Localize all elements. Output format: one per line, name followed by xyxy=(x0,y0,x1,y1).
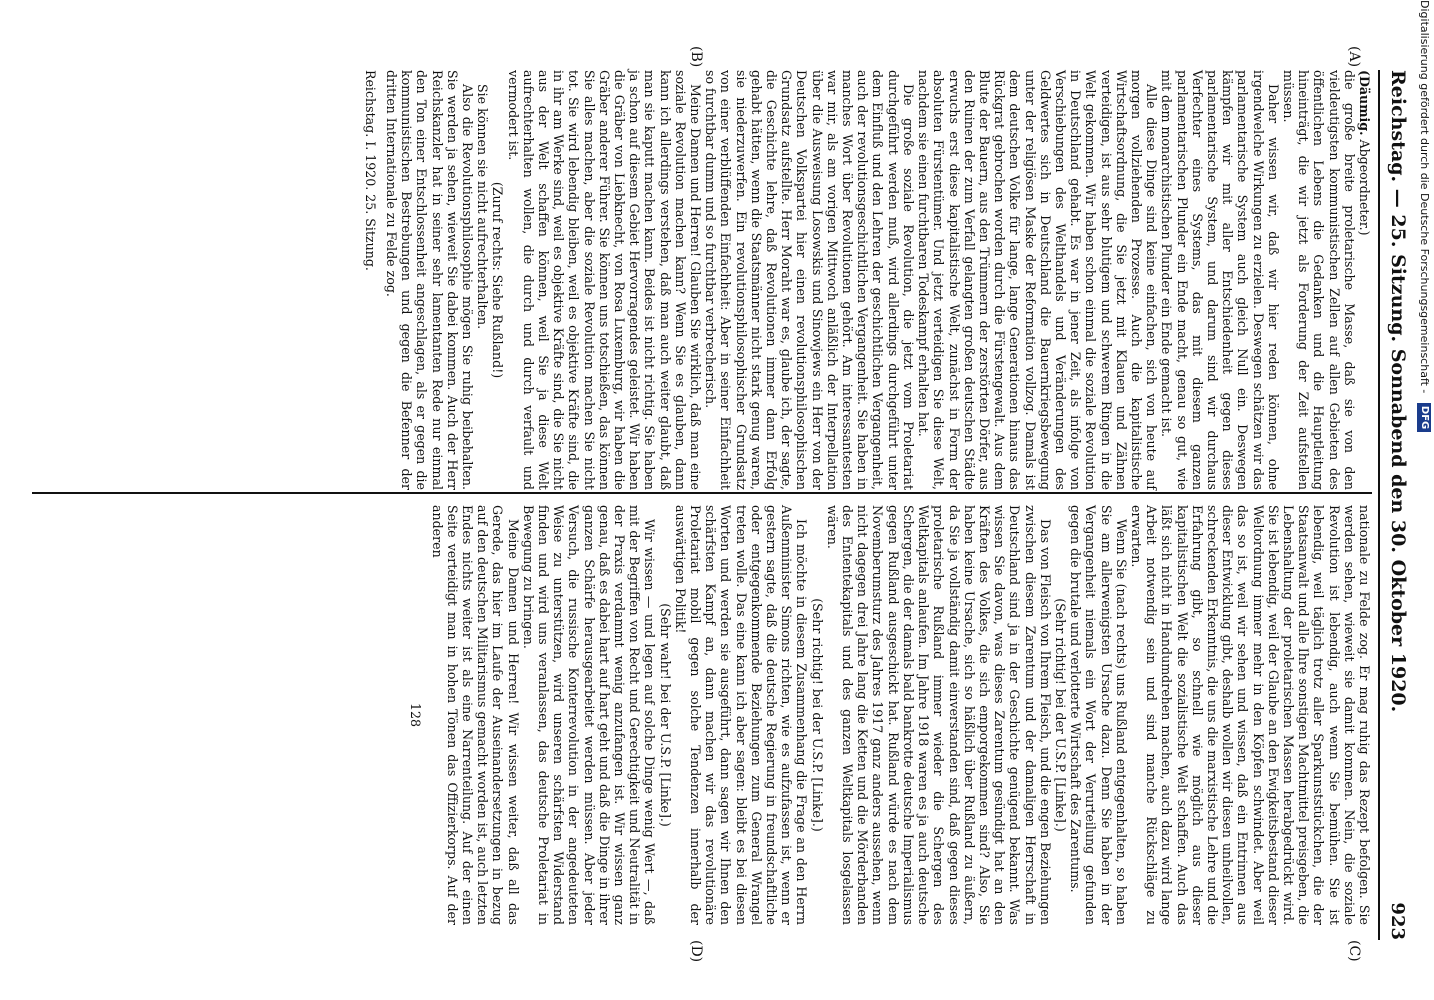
interjection: (Sehr richtig! bei der U.S.P. [Linke].) xyxy=(809,598,825,832)
page-footer-left: Reichstag. I. 1920. 25. Sitzung. xyxy=(362,70,378,271)
right-column xyxy=(408,505,1372,925)
margin-marker-a: (A) xyxy=(1346,46,1362,68)
dfg-logo: DFG xyxy=(1417,403,1431,432)
paragraph: Meine Damen und Herren! Wir wissen weiter, daß all das Gerede, das hier im Laufe der Auseinandersetzungen in bezug auf den deutschen Militarismus gemacht worden ist, auch letzten Endes nichts weiter ist als eine Narrenteilung. Auf der einen Seite verteidigt man in hohen Tönen das Offizierkorps. Auf der anderen xyxy=(429,505,521,925)
column-divider xyxy=(32,492,1372,494)
paragraph: nationale zu Felde zog. Er mag ruhig das Rezept befolgen. Sie werden sehen, wieweit sie damit kommen. Nein, die soziale Revolution ist lebendig, auch wenn Sie bemühen. Sie ist lebendig, weil täglich trotz aller Sparkunststückchen, die der Staatsanwalt und alle Ihre sonstigen Machtmittel preisgeben, die Lebenshaltung der proletarischen Massen herabgedrückt wird. Sie ist lebendig, weil der Glaube an den Ewigkeitsbestand dieser Weltordnung immer mehr in den Köpfen schwindet. Aber weil das so ist, weil wir sehen und wissen, daß ein Entrinnen aus dieser Entwicklung gibt, deshalb wollen wir diesen unheilvollen, schreckenden Erkenntnis, die uns die marxistische Lehre und die Erfahrung gibt, so schnell wie möglich aus dieser kapitalistischen Welt die sozialistische Welt schaffen. Auch das läßt sich nicht in Handumdrehen machen, auch dazu wird lange Arbeit notwendig sein und sind manche Rückschläge zu erwarten. xyxy=(1128,505,1372,925)
paragraph: Das von Fleisch von Ihrem Fleisch, und die engen Beziehungen zwischen diesem Zarentum und der damaligen Herrschaft in Deutschland sind ja in der Geschichte genügend bekannt. Was wissen Sie davon, was dieses Zarentum gesündigt hat an den Kräften des Volkes, die sich emporgekommen sind? Also, Sie haben keine Ursache, sich so häßlich über Rußland zu äußern, da Sie ja vollständig damit einverstanden sind, daß gegen dieses proletarische Rußland immer wieder die Schergen des Weltkapitals anlaufen. Im Jahre 1918 waren es ja auch deutsche Schergen, die der damals bald bankrotte deutsche Imperialismus gegen Rußland ausgeschickt hat. Rußland würde es nach dem Novemberumsturz des Jahres 1917 ganz anders aussehen, wenn nicht dagegen drei Jahre lang die Ketten und die Mörderbanden des Ententekapitals und des ganzen Weltkapitals losgelassen wären. xyxy=(824,505,1053,925)
interjection: (Sehr wahr! bei der U.S.P. [Linke].) xyxy=(657,603,673,827)
paragraph: Sie können sie nicht aufrechterhalten. xyxy=(475,84,491,330)
left-column xyxy=(363,70,1372,490)
paragraph: Also die Revolutionsphilosophie mögen Sie ruhig beibehalten. Sie werden ja sehen, wieweit Sie dabei kommen. Auch der Herr Reichskanzler hat in seiner sehr lamentanten Rede nur einmal den Ton einer Entschlossenheit angeschlagen, als er gegen die kommunistischen Bestrebungen und gegen die Befenner der dritten Internationale zu Felde zog. xyxy=(384,70,476,490)
digitization-credit xyxy=(1414,0,1434,1000)
margin-marker-b: (B) xyxy=(688,46,704,68)
header-title: Reichstag. — 25. Sitzung. Sonnabend den 30. Oktober 1920. xyxy=(1387,70,1409,713)
paragraph: die große breite proletarische Masse, daß sie von den vieldeutigsten kommunistischen Zellen auf allen Gebieten des öffentlichen Lebens die Gedanken und die Hauptleitung hineinträgt, die wir jetzt als Forderung der Zeit aufstellen müssen. xyxy=(1280,70,1357,490)
interjection: (Zuruf rechts: Siehe Rußland!) xyxy=(490,181,506,379)
paragraph: Meine Damen und Herren! Glauben Sie wirklich, daß man eine soziale Revolution machen kann? Wenn Sie es glauben, dann kann ich allerdings verstehen, daß man auch weiter glaubt, daß man sie kaputt machen kann. Beides ist nicht richtig. Sie haben ja schon auf diesem Gebiet Hervorragendes geleistet. Wir haben die Gräber von Liebknecht, von Rosa Luxemburg, wir haben die Gräber anderer Führer. Sie können uns totschießen, das können Sie alles machen, aber die soziale Revolution machen Sie nicht tot. Sie wird lebendig bleiben, weil es objektive Kräfte sind, die in ihr am Werke sind, weil es objektive Kräfte sind, die Sie nicht aus der Welt schaffen können, weil Sie ja diese Welt aufrechterhalten wollen, die durch und durch verfault und vermodert ist. xyxy=(505,70,704,490)
interjection: (Sehr richtig! bei der U.S.P. [Linke].) xyxy=(1052,598,1068,832)
paragraph: Wir wissen — und legen auf solche Dinge wenig Wert —, daß mit der Begriffen von Recht und Gerechtigkeit und Neutralität in der Praxis verdammt wenig anzufangen ist. Wir wissen ganz genau, daß es dabei hart auf hart geht und daß die Dinge in ihrer ganzen Schärfe herausgearbeitet werden müssen. Aber jeder Versuch, die russische Konterrevolution in der angedeuteten Weise zu unterstützen, wird unseren schärfsten Widerstand finden und wird uns veranlassen, das deutsche Proletariat in Bewegung zu bringen. xyxy=(520,505,658,925)
margin-marker-c: (C) xyxy=(1346,940,1362,962)
digitization-credit-text: Digitalisierung gefördert durch die Deutsche Forschungsgemeinschaft - xyxy=(1418,0,1431,394)
header-page-number: 923 xyxy=(1387,902,1409,940)
speaker-note: Abgeordneter.) xyxy=(1357,139,1372,236)
paragraph: Alle diese Dinge sind keine einfachen, sich von heute auf morgen vollziehenden Prozesse. Auch die kapitalistische Wirtschaftsordnung, die Sie jetzt mit Klauen und Zähnen verteidigen, ist aus sehr blutigem und schwerem Ringen in die Welt gekommen. Wir haben schon einmal die soziale Revolution in Deutschland gehabt. Es war in jener Zeit, als infolge von Verschiebungen des Welthandels und Veränderungen des Geldwertes sich in Deutschland die Bauernkriegsbewegung unter der religiösen Maske der Reformation vollzog. Damals ist dem deutschen Volke für lange, lange Generationen hinaus das Rückgrat gebrochen worden durch die Fürstengewalt. Aus dem Blute der Bauern, aus den Trümmern der zerstörten Dörfer, aus den Ruinen der zum Verfall gelangten großen deutschen Städte erwuchs erst diese kapitalistische Welt, zunächst in Form der absoluten Fürstentümer. Und jetzt verteidigen Sie diese Welt, nachdem sie einen furchtbaren Todeskampf erhalten hat. xyxy=(916,70,1160,490)
paragraph: Wenn Sie (nach rechts) uns Rußland entgegenhalten, so haben Sie am allerwenigsten Ursache dazu. Denn Sie haben in der Vergangenheit niemals ein Wort der Verurteilung gefunden gegen die brutale und verlotterte Wirtschaft des Zarentums. xyxy=(1068,505,1129,925)
paragraph: Daher wissen wir, daß wir hier reden können, ohne irgendwelche Wirkungen zu erzielen. Deswegen schätzen wir das parlamentarische System auch gleich Null ein. Deswegen kämpfen wir mit aller Entschiedenheit gegen dieses parlamentarische System, und darum sind wir durchaus Verfechter eines Systems, das mit diesem ganzen parlamentarischen Plunder ein Ende macht, genau so gut, wie mit dem monarchistischen Plunder ein Ende gemacht ist. xyxy=(1159,70,1281,490)
speaker-name: (Däumig. xyxy=(1357,70,1372,136)
margin-marker-d: (D) xyxy=(688,940,704,963)
page-header xyxy=(1384,70,1412,940)
paragraph: Die große soziale Revolution, die jetzt vom Proletariat durchgeführt werden muß, wird allerdings durchgeführt unter dem Einfluß und den Lehren der geschichtlichen Vergangenheit, auch der revolutionsgeschichtlichen Vergangenheit. Sie haben in manches Wort über Revolutionen gehört. Am interessantesten war mir, als am vorigen Mittwoch anläßlich der Interpellation über die Ausweisung Losowskis und Sinowjews ein Herr von der Deutschen Volkspartei hier einen revolutionsphilosophischen Grundsatz aufstellte. Herr Moraht war es, glaube ich, der sagte, die Geschichte lehre, daß Revolutionen immer dann Erfolg gehabt hätten, wenn die Staatsmänner nicht stark genug waren, sie niederzuwerfen. Ein revolutionsphilosophischer Grundsatz von einer verblüffenden Einfachheit: Aber in seiner Einfachheit so furchtbar dumm und so furchtbar verbrecherisch. xyxy=(703,70,916,490)
paragraph: Ich möchte in diesem Zusammenhang die Frage an den Herrn Außenminister Simons richten, wie es aufzufassen ist, wenn er gestern sagte, daß die deutsche Regierung in freundschaftliche oder entgegenkommende Beziehungen zum General Wrangel treten wolle. Das eine kann ich aber sagen: bleibt es bei diesen Worten und werden sie ausgeführt, dann sagen wir Ihnen den schärfsten Kampf an, dann machen wir das revolutionäre Proletariat mobil gegen solche Tendenzen innerhalb der auswärtigen Politik! xyxy=(672,505,810,925)
page-footer-number: 128 xyxy=(408,702,424,728)
header-rule xyxy=(1378,70,1380,940)
digitization-credit-bar xyxy=(1414,0,1434,1000)
